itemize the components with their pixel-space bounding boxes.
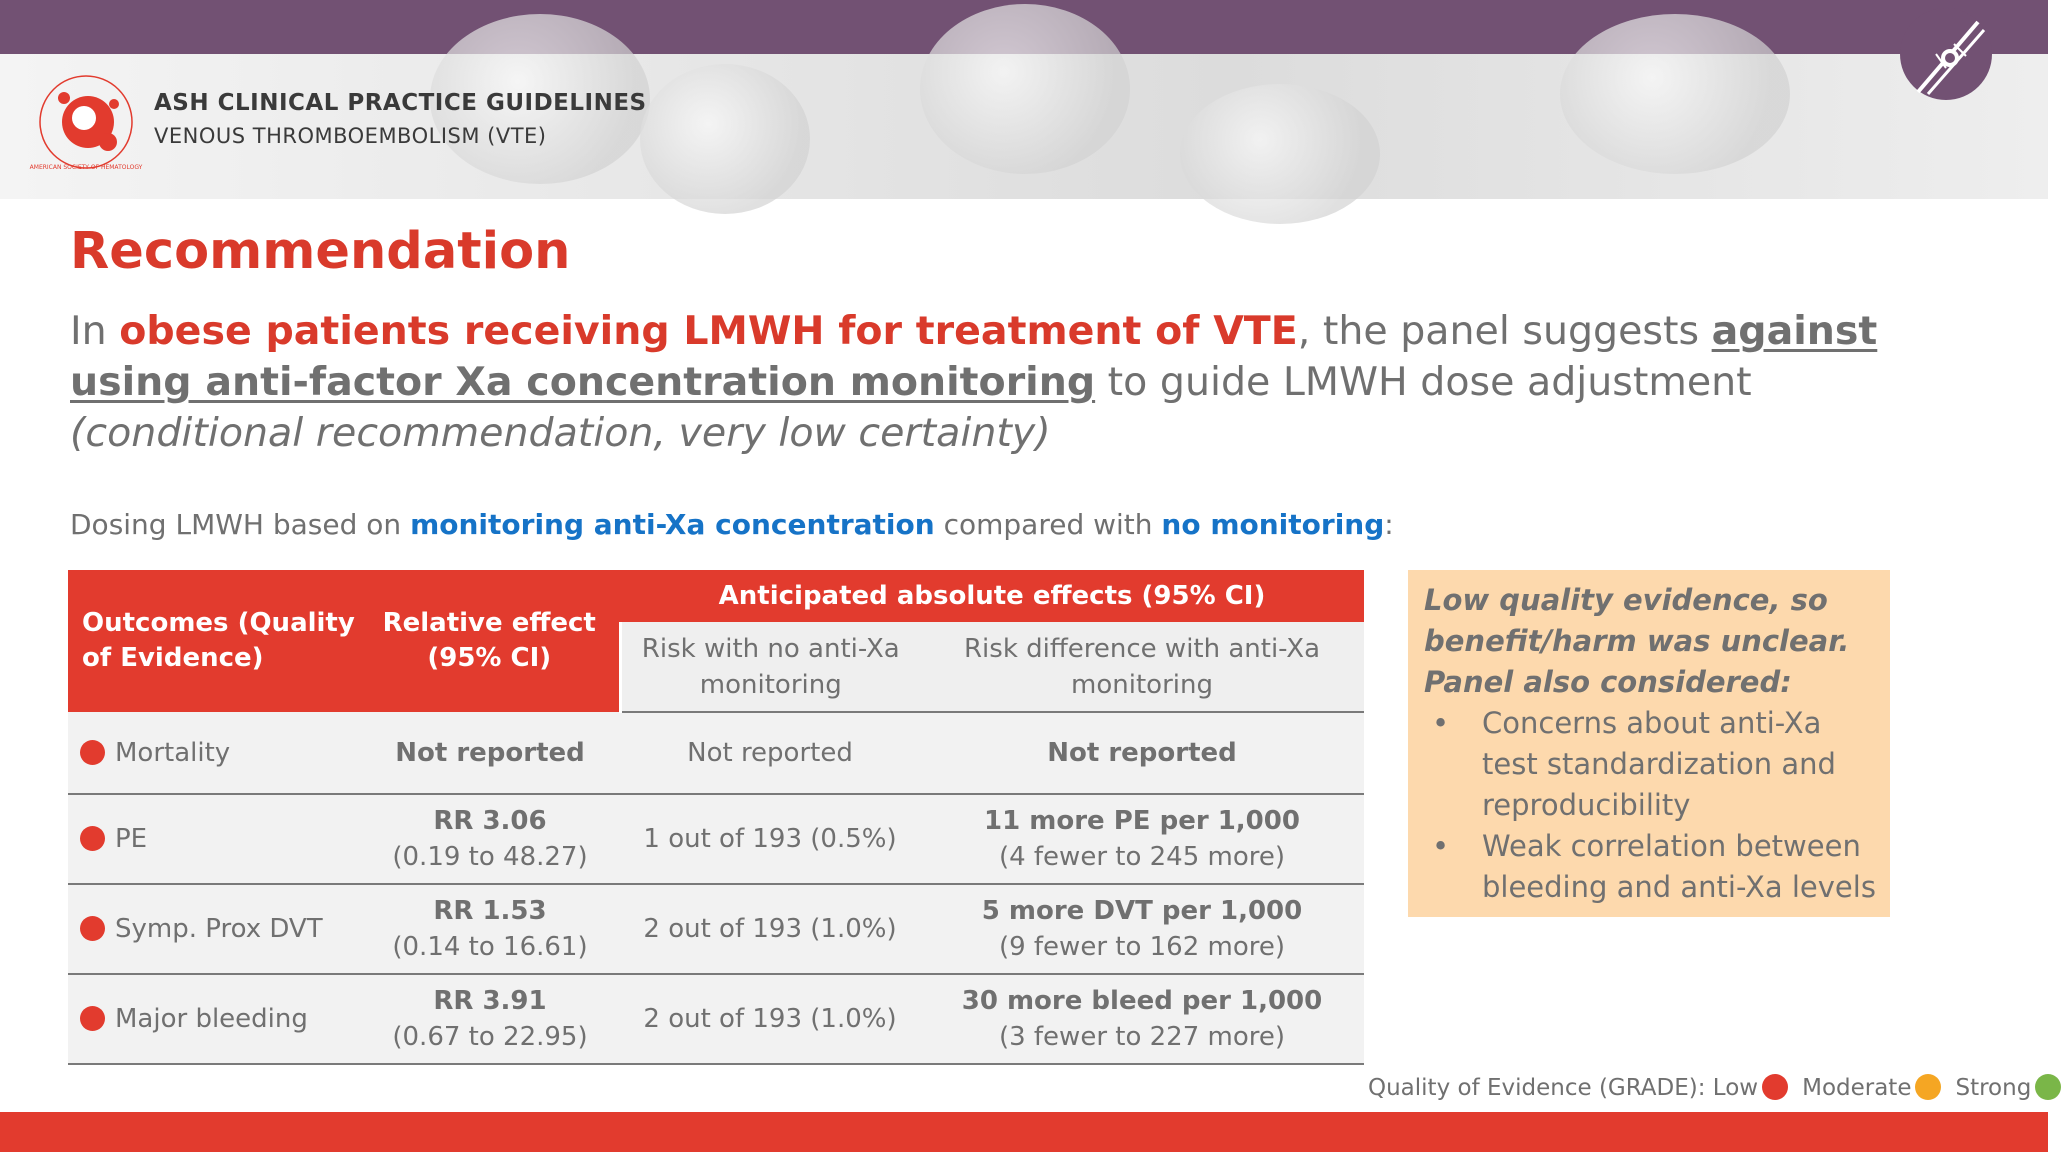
risk-difference-value: 30 more bleed per 1,000: [961, 986, 1323, 1016]
risk-difference-cell: [920, 974, 1364, 1064]
relative-effect-ci: (0.14 to 16.61): [392, 932, 588, 962]
bottom-accent-bar: [0, 1112, 2048, 1152]
risk-difference-value: 5 more DVT per 1,000: [981, 896, 1303, 926]
header-risk-difference: Risk difference with anti-Xa monitoring: [920, 622, 1364, 712]
rec-action: against using anti-factor Xa concentration monitoring: [70, 308, 1878, 405]
considerations-box: [1408, 570, 1890, 917]
legend-strong-dot: [2035, 1074, 2061, 1100]
risk-no-monitoring-cell: 2 out of 193 (1.0%): [620, 974, 920, 1064]
risk-difference-ci: (9 fewer to 162 more): [998, 932, 1286, 962]
brand-title: ASH CLINICAL PRACTICE GUIDELINES: [154, 90, 647, 116]
comparison-line: [70, 508, 1394, 541]
outcome-name: Major bleeding: [115, 1004, 308, 1034]
outcome-cell: [68, 794, 360, 884]
quality-low-dot: [80, 1006, 105, 1031]
list-item: • Concerns about anti-Xa test standardization and reproducibility: [1424, 703, 1876, 826]
relative-effect-rr: RR 1.53: [433, 896, 547, 926]
brand-subtitle: VENOUS THROMBOEMBOLISM (VTE): [154, 124, 547, 148]
risk-difference-cell: [920, 794, 1364, 884]
background-cell-shape: [640, 64, 810, 214]
quality-low-dot: [80, 916, 105, 941]
rec-text-mid: , the panel suggests: [1297, 308, 1712, 354]
comparison-pre: Dosing LMWH based on: [70, 508, 411, 541]
outcome-cell: [68, 974, 360, 1064]
outcome-cell: [68, 884, 360, 974]
legend-low-dot: [1762, 1074, 1788, 1100]
logo-text: AMERICAN SOCIETY OF HEMATOLOGY: [29, 164, 143, 171]
table-row: [68, 884, 1364, 974]
risk-no-monitoring-cell: 2 out of 193 (1.0%): [620, 884, 920, 974]
recommendation-title: Recommendation: [70, 222, 571, 281]
background-cell-shape: [1560, 14, 1790, 174]
background-cell-shape: [1180, 84, 1380, 224]
relative-effect-cell: Not reported: [360, 712, 620, 794]
comparison-comparator: no monitoring: [1161, 508, 1385, 541]
relative-effect-rr: RR 3.06: [433, 806, 547, 836]
header-relative-effect: Relative effect (95% CI): [360, 570, 620, 712]
risk-difference-value: 11 more PE per 1,000: [984, 806, 1300, 836]
evidence-table: [68, 570, 1364, 1065]
list-item: • Weak correlation between bleeding and anti-Xa levels: [1424, 826, 1876, 908]
considerations-list: [1424, 703, 1876, 908]
comparison-mid: compared with: [934, 508, 1162, 541]
legend-moderate-dot: [1915, 1074, 1941, 1100]
ash-logo: [29, 72, 143, 172]
rec-strength: (conditional recommendation, very low certainty): [70, 410, 1051, 456]
comparison-post: :: [1384, 508, 1394, 541]
header-anticipated-effects: Anticipated absolute effects (95% CI): [620, 570, 1364, 622]
quality-low-dot: [80, 740, 105, 765]
relative-effect-cell: [360, 884, 620, 974]
brand-block: [154, 90, 647, 148]
relative-effect-cell: [360, 794, 620, 884]
legend-moderate: Moderate: [1802, 1075, 1912, 1101]
comparison-intervention: monitoring anti-Xa concentration: [410, 508, 935, 541]
legend-label: Quality of Evidence (GRADE): Low: [1368, 1075, 1759, 1101]
legend-strong: Strong: [1955, 1075, 2032, 1101]
relative-effect-cell: [360, 974, 620, 1064]
relative-effect-rr: RR 3.91: [433, 986, 547, 1016]
risk-no-monitoring-cell: 1 out of 193 (0.5%): [620, 794, 920, 884]
outcome-cell: [68, 712, 360, 794]
vte-badge-icon: [1898, 14, 1994, 102]
risk-no-monitoring-cell: Not reported: [620, 712, 920, 794]
table-row: [68, 794, 1364, 884]
recommendation-statement: [70, 306, 1910, 459]
quality-low-dot: [80, 826, 105, 851]
rec-text-in: In: [70, 308, 120, 354]
rec-text-rest: to guide LMWH dose adjustment: [1095, 359, 1752, 405]
outcome-name: Mortality: [115, 737, 231, 768]
table-row: [68, 974, 1364, 1064]
considerations-heading: Low quality evidence, so benefit/harm was unclear. Panel also considered:: [1424, 583, 1850, 699]
risk-difference-cell: Not reported: [920, 712, 1364, 794]
outcome-name: Symp. Prox DVT: [115, 914, 323, 944]
risk-difference-ci: (4 fewer to 245 more): [998, 842, 1286, 872]
relative-effect-ci: (0.19 to 48.27): [392, 842, 588, 872]
relative-effect-ci: (0.67 to 22.95): [392, 1022, 588, 1052]
background-cell-shape: [920, 4, 1130, 174]
grade-legend: [1368, 1074, 2061, 1101]
table-row: [68, 712, 1364, 794]
outcome-name: PE: [115, 824, 148, 854]
risk-difference-ci: (3 fewer to 227 more): [998, 1022, 1286, 1052]
risk-difference-cell: [920, 884, 1364, 974]
header-risk-no-monitoring: Risk with no anti-Xa monitoring: [620, 622, 920, 712]
header-outcomes: Outcomes (Quality of Evidence): [68, 570, 360, 712]
rec-population: obese patients receiving LMWH for treatment of VTE: [119, 308, 1298, 354]
